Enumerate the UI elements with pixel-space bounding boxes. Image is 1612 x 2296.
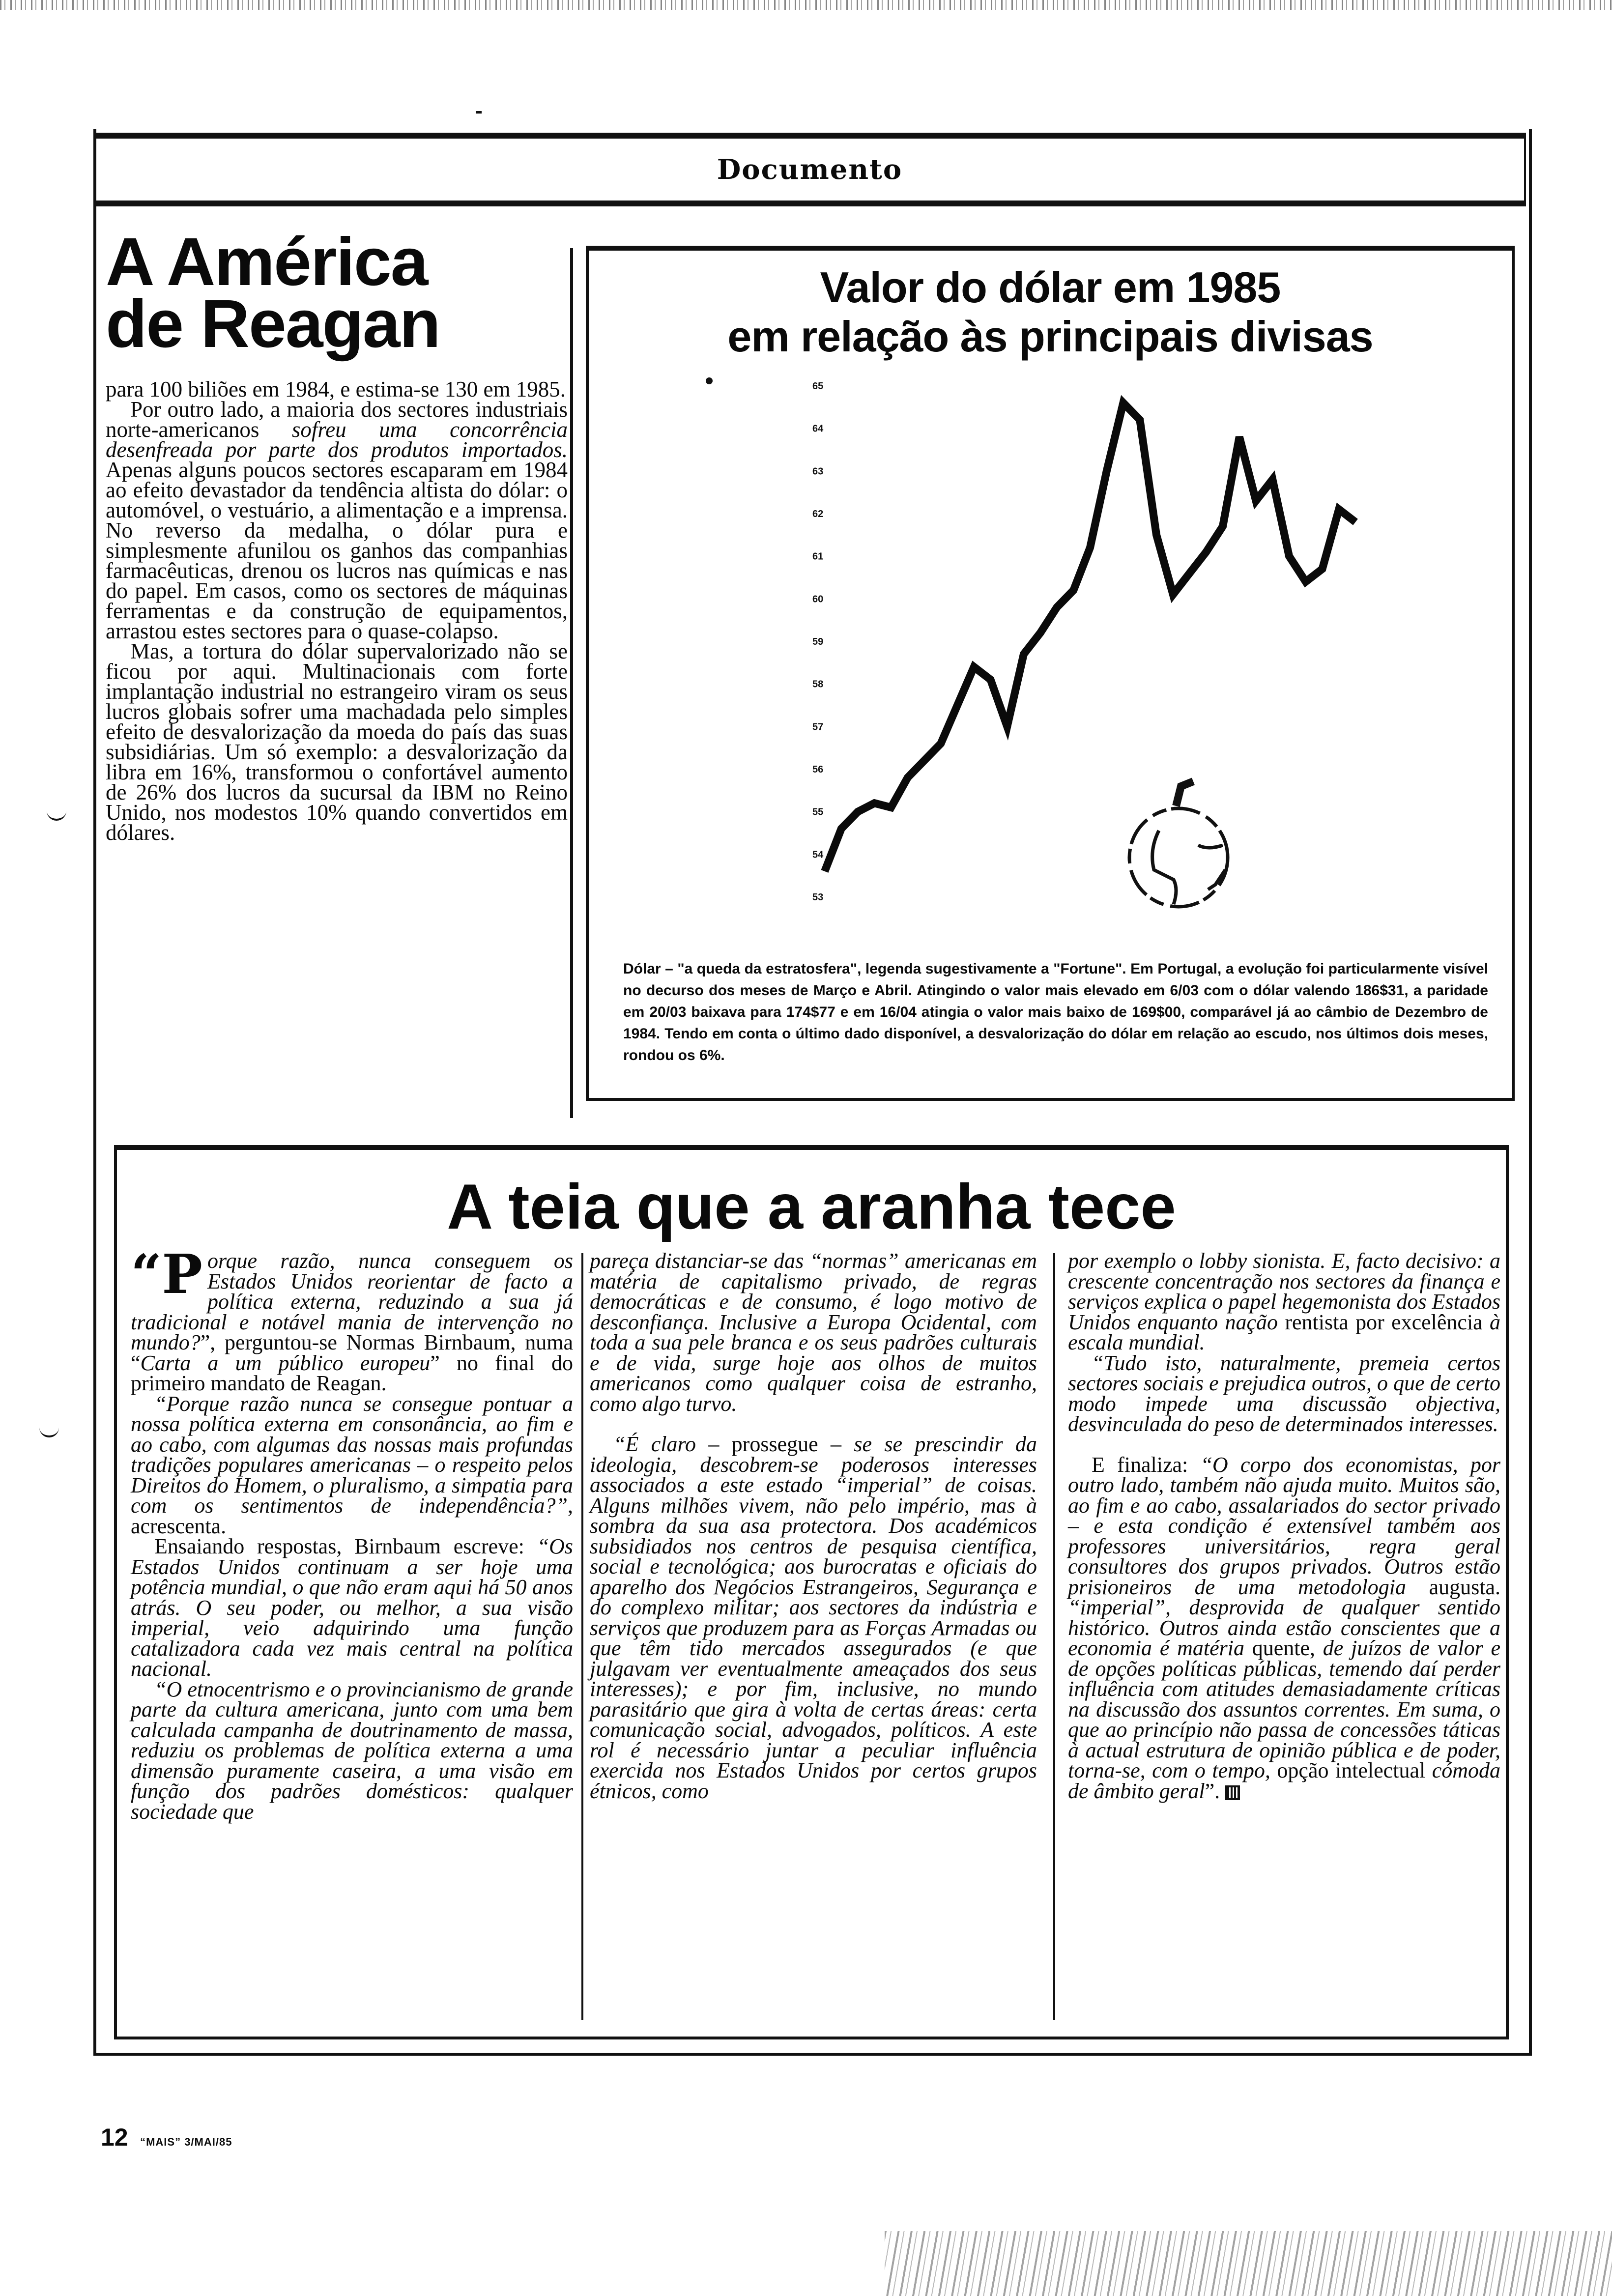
line-chart <box>589 369 1513 958</box>
y-axis-ticks <box>812 381 824 903</box>
publication-line: “MAIS” 3/MAI/85 <box>140 2136 232 2148</box>
left-article-title: A América de Reagan <box>106 224 440 362</box>
paragraph: para 100 biliões em 1984, e estima-se 130 em 1985. <box>106 377 566 402</box>
bottom-article <box>114 1145 1509 2039</box>
svg-text:63: 63 <box>812 466 824 477</box>
paragraph: “O etnocentrismo e o provincianismo de grande parte da cultura americana, junto com uma bem calculada campanha de doutrinamento de massa, reduziu os problemas de política externa a uma dimensão puramente caseira, a uma visão em função dos padrões domésticos: qualquer sociedade que <box>131 1677 573 1824</box>
paragraph: “Tudo isto, naturalmente, premeia certos sectores sociais e prejudica outros, o que de certo modo impede uma discussão objectiva, desvinculada do peso de determinados interesses. <box>1068 1350 1500 1436</box>
svg-text:61: 61 <box>812 551 824 562</box>
section-header-label: Documento <box>717 153 903 186</box>
scan-noise-bottom <box>885 2231 1612 2296</box>
svg-text:64: 64 <box>812 423 824 434</box>
page-number: 12 <box>101 2124 128 2151</box>
dot-mark <box>706 377 713 384</box>
column-divider <box>570 248 573 1118</box>
article-column-1 <box>131 1242 573 1824</box>
svg-text:55: 55 <box>812 806 824 818</box>
svg-text:65: 65 <box>812 381 824 392</box>
dollar-value-line <box>825 403 1355 871</box>
svg-text:60: 60 <box>812 594 824 605</box>
svg-text:54: 54 <box>812 849 824 861</box>
article-column-2 <box>590 1251 1037 1801</box>
paragraph: “É claro – prossegue – se se prescindir da ideologia, descobrem-se poderosos interesses associados a este estado “imperial” de coisas. Alguns milhões vivem, não pelo império, mas à sombra da sua asa protectora. Dos académicos subsidiados nos centros de pesquisa científica, social e tecnológica; aos burocratas e oficiais do aparelho dos Negócios Estrangeiros, Segurança e do complexo militar; aos sectores da indústria e serviços que produzem para as Forças Armadas ou que têm tido mercados assegurados (e que julgavam ver eventualmente ameaçados dos seus interesses); e por fim, inclusive, no mundo parasitário que gira à volta de certas áreas: certa comunicação social, advogados, políticos. A este rol é necessário juntar a peculiar influência exercida nos Estados Unidos por certos grupos étnicos, como <box>590 1432 1037 1803</box>
bottom-article-title: A teia que a aranha tece <box>447 1171 1176 1242</box>
globe-icon <box>1129 781 1228 907</box>
paragraph: por exemplo o lobby sionista. E, facto decisivo: a crescente concentração nos sectores da finança e serviços explica o papel hegemonista dos Estados Unidos enquanto nação rentista por excelência à escala mundial. <box>1068 1249 1500 1354</box>
left-article-body <box>106 379 568 843</box>
chart-caption: Dólar – "a queda da estratosfera", legenda sugestivamente a "Fortune". Em Portugal, a evolução foi particularmente visível no decurso dos meses de Março e Abril. Atingindo o valor mais elevado em 6/03 com o dólar valendo 186$31, a paridade em 20/03 baixava para 174$77 e em 16/04 atingia o valor mais baixo de 169$00, comparável já ao câmbio de Dezembro de 1984. Tendo em conta o último dado disponível, a desvalorização do dólar em relação ao escudo, nos últimos dois meses, rondou os 6%. <box>623 961 1488 1063</box>
svg-text:62: 62 <box>812 509 824 519</box>
column-divider <box>581 1253 583 2020</box>
section-header <box>93 133 1526 206</box>
paragraph: E finaliza: “O corpo dos economistas, por outro lado, também não ajuda muito. Muitos são, ao fim e ao cabo, assalariados do sector privado – e esta condição é extensível também aos professores universitários, regra geral consultores dos grupos privados. Outros estão prisioneiros de uma metodologia augusta. “imperial”, desprovida de qualquer sentido histórico. Outros ainda estão conscientes que a economia é matéria quente, de juízos de valor e de opções políticas públicas, temendo daí perder influência com atitudes demasiadamente críticas na discussão dos assuntos correntes. Em suma, o que ao princípio não passa de concessões táticas à actual estrutura de opinião pública e de poder, torna-se, com o tempo, opção intelectual cómoda de âmbito geral”. <box>1068 1452 1500 1803</box>
margin-mark <box>47 806 66 821</box>
paragraph: Ensaiando respostas, Birnbaum escreve: “Os Estados Unidos continuam a ser hoje uma potência mundial, o que não eram aqui há 50 anos atrás. O seu poder, ou melhor, a sua visão imperial, veio adquirindo uma função catalizadora cada vez mais central na política nacional. <box>131 1534 573 1681</box>
svg-text:56: 56 <box>812 764 824 775</box>
margin-mark <box>39 1423 59 1437</box>
svg-text:59: 59 <box>812 636 824 647</box>
paragraph: “P orque razão, nunca conseguem os Estados Unidos reorientar de facto a política externa, reduzindo a sua já tradicional e notável mania de intervenção no mundo?”, perguntou-se Normas Birnbaum, numa “Carta a um público europeu” no final do primeiro mandato de Reagan. <box>131 1242 573 1395</box>
page-footer <box>101 2123 232 2152</box>
chart-panel <box>586 246 1515 1101</box>
scan-noise-top <box>0 0 1612 10</box>
svg-text:58: 58 <box>812 679 824 690</box>
chart-title: Valor do dólar em 1985 em relação às principais divisas <box>727 263 1373 361</box>
svg-text:53: 53 <box>812 892 824 903</box>
paragraph: pareça distanciar-se das “normas” americanas em matéria de capitalismo privado, de regras democráticas e de consumo, é logo motivo de desconfiança. Inclusive a Europa Ocidental, com toda a sua pele branca e os seus padrões culturais e de vida, surge hoje aos olhos de muitos americanos como qualquer coisa de estranho, como algo turvo. <box>590 1249 1037 1416</box>
paragraph: Por outro lado, a maioria dos sectores industriais norte-americanos sofreu uma concorrência desenfreada por parte dos produtos importados. Apenas alguns poucos sectores escaparam em 1984 ao efeito devastador da tendência altista do dólar: o automóvel, o vestuário, a alimentação e a imprensa. No reverso da medalha, o dólar pura e simplesmente afunilou os ganhos das companhias farmacêuticas, drenou os lucros nas químicas e nas do papel. Em casos, como os sectores de máquinas ferramentas e da construção de equipamentos, arrastou estes sectores para o quase-colapso. <box>106 397 568 643</box>
column-divider <box>1053 1253 1055 2020</box>
svg-text:57: 57 <box>812 721 824 733</box>
end-mark-icon <box>1225 1785 1240 1800</box>
drop-cap: “P <box>131 1242 202 1306</box>
scan-mark <box>476 111 482 114</box>
article-column-3 <box>1068 1251 1500 1801</box>
paragraph: “Porque razão nunca se consegue pontuar a nossa política externa em consonância, ao fim e ao cabo, com algumas das nossas mais profundas tradições populares americanas – o respeito pelos Direitos do Homem, o pluralismo, a simpatia para com os sentimentos de independência?”, acrescenta. <box>131 1391 573 1538</box>
paragraph: Mas, a tortura do dólar supervalorizado não se ficou por aqui. Multinacionais com forte implantação industrial no estrangeiro viram os seus lucros globais sofrer uma machadada pelo simples efeito de desvalorização da moeda do país das suas subsidiárias. Um só exemplo: a desvalorização da libra em 16%, transformou o confortável aumento de 26% dos lucros da sucursal da IBM no Reino Unido, nos modestos 10% quando convertidos em dólares. <box>106 639 568 845</box>
left-article <box>106 224 568 845</box>
